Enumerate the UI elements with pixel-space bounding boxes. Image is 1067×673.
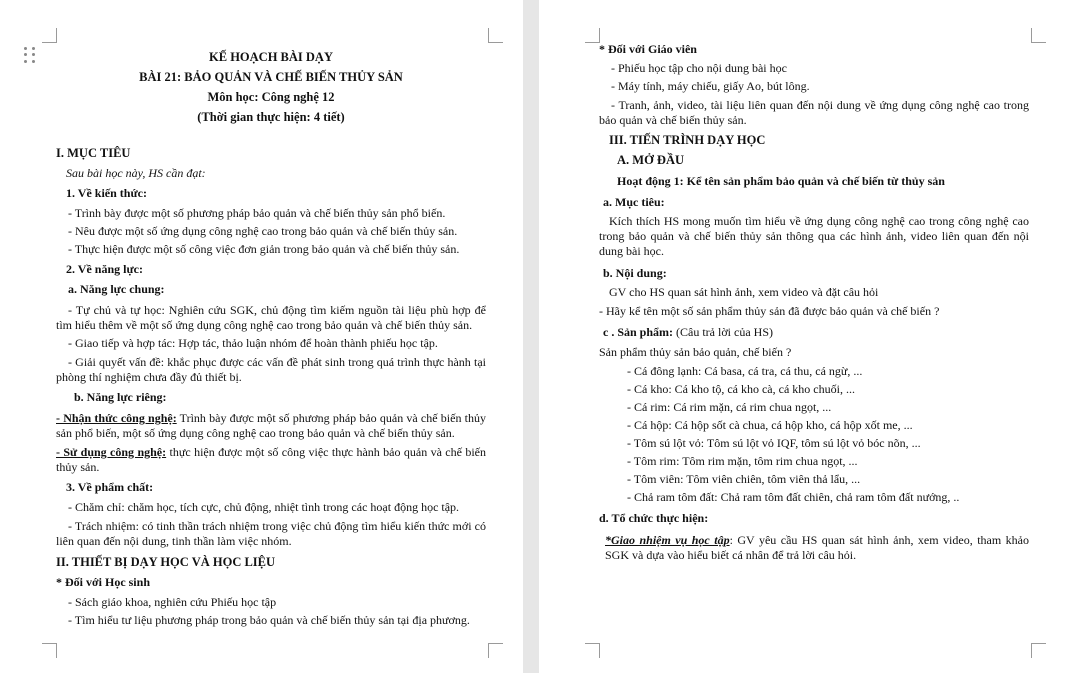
specific-ability-heading: b. Năng lực riêng:: [74, 390, 167, 404]
quality-item: - Chăm chỉ: chăm học, tích cực, chủ động, nhiệt tình trong các hoạt động học tập.: [68, 500, 460, 514]
margin-corner-mark: [585, 643, 600, 658]
specific-ability-text: thực hiện được một số công việc thực hành bảo quản và chế biến thủy sản.: [56, 445, 487, 474]
margin-corner-mark: [42, 28, 57, 43]
task-text: : GV yêu cầu HS quan sát hình ảnh, xem video, tham khảo SGK và dựa vào hiểu biết cá nhân để trả lời câu hỏi.: [605, 533, 1029, 562]
quality-heading: 3. Về phẩm chất:: [66, 480, 154, 494]
product-item: - Tôm sú lột vỏ: Tôm sú lột vỏ IQF, tôm sú lột vỏ bóc nõn, ...: [627, 436, 921, 450]
product-heading: c . Sản phẩm:: [603, 325, 674, 339]
teacher-item: - Phiếu học tập cho nội dung bài học: [611, 61, 787, 75]
product-item: - Tôm viên: Tôm viên chiên, tôm viên thả lẩu, ...: [627, 472, 861, 486]
specific-ability-item: [56, 411, 486, 441]
objectives-intro: Sau bài học này, HS cần đạt:: [66, 166, 206, 180]
section-heading-equipment: II. THIẾT BỊ DẠY HỌC VÀ HỌC LIỆU: [56, 555, 276, 569]
knowledge-item: - Trình bày được một số phương pháp bảo quản và chế biến thủy sản phổ biến.: [68, 206, 446, 220]
objective-heading: a. Mục tiêu:: [603, 195, 665, 209]
product-intro: Sản phẩm thủy sản bảo quản, chế biến ?: [599, 345, 792, 359]
knowledge-item: - Thực hiện được một số công việc đơn giản trong bảo quản và chế biến thủy sản.: [68, 242, 460, 256]
subject-line: Môn học: Công nghệ 12: [207, 90, 335, 104]
specific-ability-label: - Nhận thức công nghệ:: [56, 411, 177, 425]
content-heading: b. Nội dung:: [603, 266, 667, 280]
section-heading-objectives: I. MỤC TIÊU: [56, 146, 131, 160]
activity-heading: Hoạt động 1: Kể tên sản phẩm bảo quản và chế biến từ thủy sản: [617, 174, 945, 188]
organization-task: [599, 533, 1029, 563]
students-item: - Tìm hiểu tư liệu phương pháp trong bảo quản và chế biến thủy sản tại địa phương.: [68, 613, 470, 627]
general-ability-heading: a. Năng lực chung:: [68, 282, 165, 296]
teacher-item: - Máy tính, máy chiếu, giấy Ao, bút lông.: [611, 79, 810, 93]
teacher-item: - Tranh, ảnh, video, tài liệu liên quan đến nội dung về ứng dụng công nghệ cao trong bảo quản và chế biến thủy sản.: [599, 98, 1029, 127]
duration-line: (Thời gian thực hiện: 4 tiết): [197, 110, 345, 124]
product-line: [603, 321, 1029, 343]
task-label: *Giao nhiệm vụ học tập: [605, 533, 730, 547]
specific-ability-item: [56, 445, 486, 475]
product-note: (Câu trả lời của HS): [673, 325, 773, 339]
general-ability-item: - Giao tiếp và hợp tác: Hợp tác, thảo luận nhóm để hoàn thành phiếu học tập.: [68, 336, 438, 350]
margin-corner-mark: [585, 28, 600, 43]
content-question: - Hãy kể tên một số sản phẩm thủy sản đã được bảo quản và chế biến ?: [599, 304, 940, 318]
section-heading-opening: A. MỞ ĐẦU: [617, 153, 685, 167]
content-text: GV cho HS quan sát hình ảnh, xem video và đặt câu hỏi: [609, 285, 879, 299]
ability-heading: 2. Về năng lực:: [66, 262, 143, 276]
product-item: - Cá đông lạnh: Cá basa, cá tra, cá thu, cá ngừ, ...: [627, 364, 863, 378]
general-ability-item: - Giải quyết vấn đề: khắc phục được các vấn đề phát sinh trong quá trình thực hành tại phòng thí nghiệm chưa đầy đủ thiết bị.: [56, 355, 486, 384]
specific-ability-text: Trình bày được một số phương pháp bảo quản và chế biến thủy sản phổ biến, một số ứng dụng công nghệ cao trong bảo quản và chế biến thủy sản.: [56, 411, 486, 440]
document-page-left: [0, 0, 523, 673]
doc-title: KẾ HOẠCH BÀI DẠY: [209, 50, 333, 64]
specific-ability-label: - Sử dụng công nghệ:: [56, 445, 167, 459]
table-move-handle-icon[interactable]: [24, 47, 36, 63]
section-heading-process: III. TIẾN TRÌNH DẠY HỌC: [609, 133, 766, 147]
product-item: - Tôm rim: Tôm rim mặn, tôm rim chua ngọt, ...: [627, 454, 858, 468]
teacher-heading: * Đối với Giáo viên: [599, 42, 697, 56]
students-heading: * Đối với Học sinh: [56, 575, 150, 589]
margin-corner-mark: [1031, 643, 1046, 658]
general-ability-item: - Tự chủ và tự học: Nghiên cứu SGK, chủ động tìm kiếm nguồn tài liệu phù hợp để tìm hiểu thêm về một số ứng dụng công nghệ cao trong bảo quản và chế biến thủy sản.: [56, 303, 486, 332]
product-item: - Cá hộp: Cá hộp sốt cà chua, cá hộp kho, cá hộp xốt me, ...: [627, 418, 913, 432]
lesson-title: BÀI 21: BẢO QUẢN VÀ CHẾ BIẾN THỦY SẢN: [139, 70, 403, 84]
margin-corner-mark: [1031, 28, 1046, 43]
margin-corner-mark: [488, 28, 503, 43]
product-item: - Cá kho: Cá kho tộ, cá kho cà, cá kho chuối, ...: [627, 382, 855, 396]
knowledge-heading: 1. Về kiến thức:: [66, 186, 147, 200]
product-item: - Chả ram tôm đất: Chả ram tôm đất chiên, chả ram tôm đất nướng, ..: [627, 490, 960, 504]
document-page-right: [539, 0, 1067, 673]
students-item: - Sách giáo khoa, nghiên cứu Phiếu học tập: [68, 595, 277, 609]
right-page-content: [599, 40, 1029, 565]
knowledge-item: - Nêu được một số ứng dụng công nghệ cao trong bảo quản và chế biến thủy sản.: [68, 224, 458, 238]
organization-heading: d. Tổ chức thực hiện:: [599, 511, 709, 525]
margin-corner-mark: [488, 643, 503, 658]
left-page-content: [56, 47, 486, 630]
quality-item: - Trách nhiệm: có tinh thần trách nhiệm trong việc chủ động tìm hiểu kiến thức mới có liên quan đến nội dung, tinh thần làm việc nhóm.: [56, 519, 486, 548]
objective-text: Kích thích HS mong muốn tìm hiểu về ứng dụng công nghệ cao trong công nghệ cao trong bảo quản và chế biến thủy sản thông qua các hình ảnh, video liên quan đến nội dung bài học.: [599, 214, 1029, 258]
product-item: - Cá rim: Cá rim mặn, cá rim chua ngọt, ...: [627, 400, 832, 414]
margin-corner-mark: [42, 643, 57, 658]
